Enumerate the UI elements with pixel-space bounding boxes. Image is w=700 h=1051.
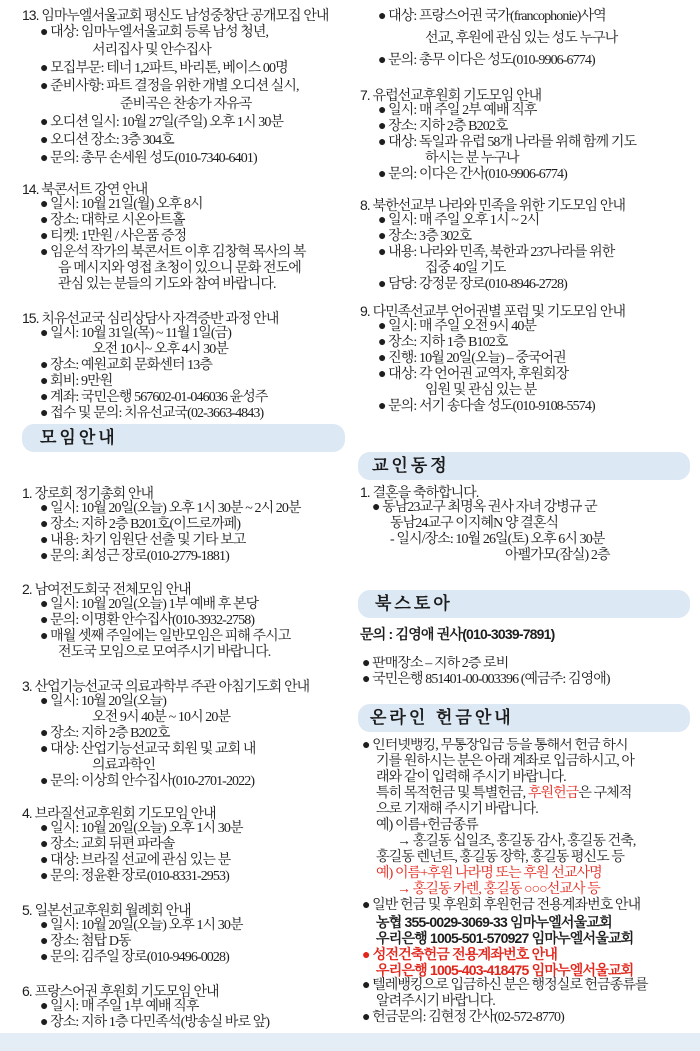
members-title: 1. 결혼을 축하합니다.: [360, 484, 479, 500]
section-header-online-giving: 온라인 헌금안내: [358, 704, 690, 732]
list-item: 으로 기재해 주시기 바랍니다.: [376, 802, 538, 817]
list-item: ● 일시: 10월 20일(오늘): [40, 694, 167, 709]
meeting-2: [22, 581, 345, 661]
list-item: ● 대상: 브라질 선교에 관심 있는 분: [40, 853, 231, 868]
list-item: 기를 원하시는 분은 아래 계좌로 입금하시고, 아: [376, 754, 635, 769]
list-item: ● 문의: 정윤환 장로(010-8331-2953): [40, 869, 229, 884]
online-giving-body: [360, 738, 690, 1026]
list-item: ● 일시: 매 주일 오후 1시 ~ 2시: [378, 213, 540, 228]
example-label: 예) 이름+헌금종류: [376, 818, 478, 833]
list-item: ● 동남23교구 최명옥 권사 자녀 강병규 군: [372, 500, 597, 515]
list-item: ● 회비: 9만원: [40, 374, 113, 389]
list-item: ● 준비사항: 파트 결정을 위한 개별 오디션 실시,: [40, 79, 299, 94]
meeting-title: 2. 남여전도회국 전체모임 안내: [22, 581, 191, 597]
list-item: 준비곡은 찬송가 자유곡: [120, 97, 252, 112]
list-item: ● 일시: 10월 31일(목) ~ 11월 1일(금): [40, 326, 232, 341]
list-item: ● 문의: 이상희 안수집사(010-2701-2022): [40, 774, 255, 789]
list-item: ● 일시: 10월 20일(오늘) 1부 예배 후 본당: [40, 597, 259, 612]
list-item: ● 일반 헌금 및 후원회 후원헌금 전용계좌번호 안내: [362, 898, 641, 913]
list-item: ● 헌금문의: 김현정 간사(02-572-8770): [362, 1010, 564, 1025]
meeting-7: [360, 87, 690, 183]
list-item: 관심 있는 분들의 기도와 참여 바랍니다.: [58, 277, 276, 292]
list-item: ● 매월 셋째 주일에는 일반모임은 피해 주시고: [40, 629, 291, 644]
list-item: ● 내용: 차기 임원단 선출 및 기타 보고: [40, 533, 246, 548]
list-item: ● 장소: 3층 302호: [378, 229, 472, 244]
list-item: ● 장소: 지하 1층 B102호: [378, 335, 508, 350]
meeting-title: 3. 산업기능선교국 의료과학부 주관 아침기도회 안내: [22, 678, 310, 694]
list-item: ● 대상: 프랑스어권 국가(francophonie)사역: [378, 9, 606, 24]
list-item: 음 메시지와 영접 초청이 있으니 문화 전도에: [58, 261, 301, 276]
note-text: 특히 목적헌금 및 특별헌금,: [376, 786, 528, 801]
list-item: ● 오디션 장소: 3층 304호: [40, 133, 174, 148]
list-item: 아펠가모(잠실) 2층: [505, 548, 610, 563]
notice-14: [22, 181, 345, 293]
list-item: ● 장소: 지하 1층 다민족석(방송실 바로 앞): [40, 1015, 270, 1030]
list-item: 오전 10시~ 오후 4시 30분: [92, 342, 228, 357]
members-wedding: [360, 484, 690, 564]
list-item: ● 임운석 작가의 북콘서트 이후 김창혁 목사의 복: [40, 245, 306, 260]
list-item: ● 일시: 매 주일 2부 예배 직후: [378, 103, 537, 118]
list-item: 선교, 후원에 관심 있는 성도 누구나: [425, 31, 618, 46]
list-item: ● 대상: 독일과 유럽 58개 나라를 위해 함께 기도: [378, 135, 637, 150]
notice-title: 13. 임마누엘서울교회 평신도 남성중창단 공개모집 안내: [22, 7, 329, 23]
section-header-bookstore: 북스토아: [358, 590, 690, 618]
list-item: ● 텔레뱅킹으로 입금하신 분은 행정실로 헌금종류를: [362, 978, 648, 993]
list-item: 전도국 모임으로 모여주시기 바랍니다.: [58, 645, 271, 660]
list-item: ● 오디션 일시: 10월 27일(주일) 오후 1시 30분: [40, 115, 284, 130]
meeting-title: 8. 북한선교부 나라와 민족을 위한 기도모임 안내: [360, 197, 625, 213]
list-item: ● 문의: 총무 손세원 성도(010-7340-6401): [40, 151, 257, 166]
meeting-4: [22, 805, 345, 885]
list-item: 오전 9시 40분 ~ 10시 20분: [92, 710, 231, 725]
list-item: 하시는 분 누구나: [425, 151, 519, 166]
list-item: 서리집사 및 안수집사: [92, 43, 211, 58]
list-item: ● 문의: 서기 송다솔 성도(010-9108-5574): [378, 399, 595, 414]
list-item: ● 문의: 총무 이다은 성도(010-9906-6774): [378, 53, 595, 68]
meeting-9: [360, 303, 690, 415]
list-item: ● 모집부문: 테너 1,2파트, 바리톤, 베이스 00명: [40, 61, 288, 76]
account-number: 우리은행 1005-403-418475 임마누엘서울교회: [376, 962, 634, 978]
list-item: - 일시/장소: 10월 26일(토) 오후 6시 30분: [390, 532, 605, 547]
list-item: ● 판매장소 – 지하 2층 로비: [362, 656, 509, 671]
list-item: ● 인터넷뱅킹, 무통장입금 등을 통해서 헌금 하시: [362, 738, 628, 753]
list-item: ● 장소: 지하 2층 B202호: [378, 119, 508, 134]
account-number: 농협 355-0029-3069-33 임마누엘서울교회: [376, 914, 612, 930]
bookstore-info: [360, 656, 690, 688]
meeting-title: 6. 프랑스어권 후원회 기도모임 안내: [22, 983, 219, 999]
meeting-6-continued: [360, 6, 690, 72]
list-item: 알려주시기 바랍니다.: [376, 994, 495, 1009]
bookstore-contact: 문의 : 김영애 권사(010-3039-7891): [360, 626, 555, 642]
list-item: ● 장소: 교회 뒤편 파라솔: [40, 837, 175, 852]
notice-title: 14. 북콘서트 강연 안내: [22, 181, 148, 197]
list-item: ● 국민은행 851401-00-003396 (예금주: 김영애): [362, 672, 610, 687]
list-item: ● 티켓: 1만원 / 사은품 증정: [40, 229, 187, 244]
meeting-title: 1. 장로회 정기총회 안내: [22, 485, 154, 501]
list-item: ● 진행: 10월 20일(오늘) – 중국어권: [378, 351, 566, 366]
list-item: ● 문의: 김주일 장로(010-9496-0028): [40, 950, 229, 965]
list-item: ● 장소: 지하 2층 B201호(이드로까페): [40, 517, 241, 532]
meeting-title: 7. 유럽선교후원회 기도모임 안내: [360, 87, 542, 103]
notice-13: [22, 6, 345, 168]
list-item: ● 일시: 매 주일 오전 9시 40분: [378, 319, 537, 334]
list-item: ● 일시: 10월 20일(오늘) 오후 1시 30분: [40, 821, 243, 836]
list-item: ● 장소: 예원교회 문화센터 13층: [40, 358, 213, 373]
note-highlight: 후원헌금: [527, 786, 579, 801]
list-item: ● 일시: 10월 20일(오늘) 오후 1시 30분: [40, 918, 243, 933]
list-item: 의료과학인: [92, 758, 156, 773]
bookstore-contact-block: [360, 626, 690, 642]
list-item: ● 일시: 매 주일 1부 예배 직후: [40, 999, 199, 1014]
list-item: ● 일시: 10월 21일(월) 오후 8시: [40, 197, 203, 212]
list-item: → 홍길동 십일조, 홍길동 감사, 홍길동 건축,: [397, 834, 636, 849]
example-label: 예) 이름+후원 나라명 또는 후원 선교사명: [376, 866, 602, 881]
list-item: ● 장소: 지하 2층 B202호: [40, 726, 170, 741]
meeting-title: 4. 브라질선교후원회 기도모임 안내: [22, 805, 216, 821]
list-item: ● 문의: 이명환 안수집사(010-3932-2758): [40, 613, 255, 628]
list-item: 임원 및 관심 있는 분: [425, 383, 537, 398]
list-item: ● 일시: 10월 20일(오늘) 오후 1시 30분 ~ 2시 20분: [40, 501, 301, 516]
meeting-title: 9. 다민족선교부 언어권별 포럼 및 기도모임 안내: [360, 303, 625, 319]
meeting-5: [22, 902, 345, 966]
footer-strip: [0, 1033, 700, 1051]
section-header-members: 교인동정: [358, 452, 690, 480]
list-item: [360, 786, 690, 802]
list-item: ● 대상: 임마누엘서울교회 등록 남성 청년,: [40, 25, 269, 40]
section-header-meetings: 모임안내: [22, 424, 345, 452]
list-item: ● 계좌: 국민은행 567602-01-046036 윤성주: [40, 390, 268, 405]
list-item: ● 대상: 각 언어권 교역자, 후원회장: [378, 367, 569, 382]
notice-15: [22, 310, 345, 422]
list-item: 동남24교구 이지혜N 양 결혼식: [390, 516, 559, 531]
list-item: ● 장소: 대학로 시온아트홀: [40, 213, 185, 228]
note-text: 은 구체적: [578, 786, 632, 801]
list-item: 홍길동 렌넌트, 홍길동 장학, 홍길동 평신도 등: [376, 850, 625, 865]
list-item: ● 대상: 산업기능선교국 회원 및 교회 내: [40, 742, 256, 757]
list-item: ● 접수 및 문의: 치유선교국(02-3663-4843): [40, 406, 264, 421]
list-item: 래와 같이 입력해 주시기 바랍니다.: [376, 770, 566, 785]
account-number: 우리은행 1005-501-570927 임마누엘서울교회: [376, 930, 634, 946]
list-item: ● 성전건축헌금 전용계좌번호 안내: [362, 946, 558, 962]
notice-title: 15. 치유선교국 심리상담사 자격증반 과정 안내: [22, 310, 279, 326]
list-item: 집중 40일 기도: [425, 261, 506, 276]
list-item: ● 내용: 나라와 민족, 북한과 237나라를 위한: [378, 245, 615, 260]
list-item: ● 장소: 첨탑 D동: [40, 934, 131, 949]
list-item: → 홍길동 카렌, 홍길동 ○○○선교사 등: [397, 882, 600, 897]
meeting-8: [360, 197, 690, 293]
meeting-6: [22, 983, 345, 1031]
list-item: ● 담당: 강정문 장로(010-8946-2728): [378, 277, 567, 292]
list-item: ● 문의: 최성근 장로(010-2779-1881): [40, 549, 229, 564]
meeting-3: [22, 678, 345, 790]
meeting-1: [22, 485, 345, 565]
meeting-title: 5. 일본선교후원회 월례회 안내: [22, 902, 191, 918]
list-item: ● 문의: 이다은 간사(010-9906-6774): [378, 167, 567, 182]
